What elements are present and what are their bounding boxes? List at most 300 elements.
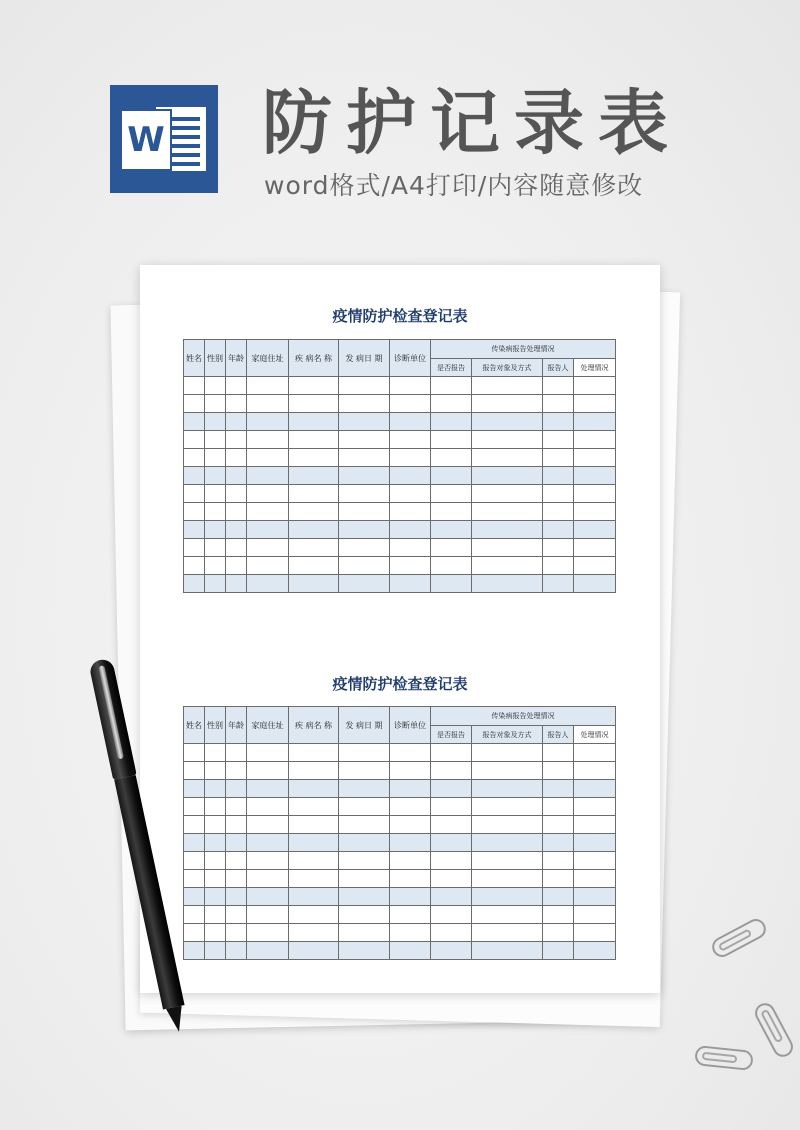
- table-cell[interactable]: [339, 780, 390, 798]
- table-cell[interactable]: [247, 557, 289, 575]
- table-cell[interactable]: [431, 503, 472, 521]
- table-body: [184, 377, 616, 593]
- table-cell[interactable]: [184, 449, 205, 467]
- table-cell[interactable]: [205, 485, 226, 503]
- table-cell[interactable]: [543, 377, 574, 395]
- table-cell[interactable]: [226, 521, 247, 539]
- table-cell[interactable]: [226, 431, 247, 449]
- table-cell[interactable]: [390, 744, 431, 762]
- table-cell[interactable]: [247, 888, 289, 906]
- table-cell[interactable]: [543, 762, 574, 780]
- table-cell[interactable]: [543, 798, 574, 816]
- table-cell[interactable]: [247, 449, 289, 467]
- table-cell[interactable]: [574, 906, 616, 924]
- table-cell[interactable]: [574, 377, 616, 395]
- table-cell[interactable]: [574, 521, 616, 539]
- table-cell[interactable]: [247, 942, 289, 960]
- table-cell[interactable]: [472, 485, 543, 503]
- table-cell[interactable]: [205, 780, 226, 798]
- table-cell[interactable]: [543, 557, 574, 575]
- table-cell[interactable]: [205, 467, 226, 485]
- table-cell[interactable]: [184, 798, 205, 816]
- table-cell[interactable]: [226, 539, 247, 557]
- table-cell[interactable]: [226, 467, 247, 485]
- table-cell[interactable]: [339, 924, 390, 942]
- table-cell[interactable]: [543, 431, 574, 449]
- table-cell[interactable]: [289, 762, 339, 780]
- registration-table: [183, 706, 616, 960]
- table-row: [184, 467, 616, 485]
- table-cell[interactable]: [390, 798, 431, 816]
- table-cell[interactable]: [472, 557, 543, 575]
- table-row: [184, 431, 616, 449]
- table-cell[interactable]: [390, 780, 431, 798]
- table-cell[interactable]: [205, 888, 226, 906]
- table-cell[interactable]: [289, 395, 339, 413]
- table-cell[interactable]: [289, 431, 339, 449]
- table-cell[interactable]: [472, 816, 543, 834]
- table-cell[interactable]: [431, 906, 472, 924]
- table-cell[interactable]: [472, 449, 543, 467]
- table-cell[interactable]: [472, 798, 543, 816]
- table-cell[interactable]: [543, 906, 574, 924]
- column-header: 姓名: [184, 340, 205, 377]
- table-row: [184, 870, 616, 888]
- table-cell[interactable]: [226, 798, 247, 816]
- table-cell[interactable]: [574, 798, 616, 816]
- table-cell[interactable]: [289, 539, 339, 557]
- table-cell[interactable]: [574, 744, 616, 762]
- word-logo-icon: [110, 85, 218, 193]
- table-cell[interactable]: [472, 413, 543, 431]
- table-cell[interactable]: [205, 431, 226, 449]
- table-cell[interactable]: [289, 780, 339, 798]
- table-cell[interactable]: [390, 924, 431, 942]
- table-cell[interactable]: [472, 942, 543, 960]
- table-cell[interactable]: [247, 467, 289, 485]
- column-header: 发 病日 期: [339, 340, 390, 377]
- column-header: 年龄: [226, 340, 247, 377]
- table-cell[interactable]: [431, 942, 472, 960]
- table-cell[interactable]: [543, 852, 574, 870]
- pen-tip: [166, 1006, 187, 1034]
- table-cell[interactable]: [574, 575, 616, 593]
- table-row: [184, 852, 616, 870]
- table-cell[interactable]: [390, 485, 431, 503]
- table-cell[interactable]: [431, 762, 472, 780]
- table-cell[interactable]: [289, 467, 339, 485]
- table-cell[interactable]: [205, 377, 226, 395]
- table-cell[interactable]: [431, 431, 472, 449]
- column-header: 姓名: [184, 707, 205, 744]
- table-cell[interactable]: [205, 816, 226, 834]
- table-cell[interactable]: [472, 888, 543, 906]
- table-cell[interactable]: [184, 557, 205, 575]
- table-cell[interactable]: [472, 780, 543, 798]
- table-cell[interactable]: [226, 744, 247, 762]
- table-cell[interactable]: [390, 816, 431, 834]
- table-cell[interactable]: [205, 413, 226, 431]
- table-cell[interactable]: [543, 539, 574, 557]
- table-cell[interactable]: [431, 852, 472, 870]
- table-cell[interactable]: [574, 780, 616, 798]
- table-cell[interactable]: [390, 834, 431, 852]
- table-cell[interactable]: [543, 467, 574, 485]
- table-cell[interactable]: [184, 431, 205, 449]
- table-cell[interactable]: [431, 521, 472, 539]
- table-cell[interactable]: [184, 834, 205, 852]
- sub-column-header: 报告对象及方式: [472, 726, 543, 744]
- table-cell[interactable]: [472, 762, 543, 780]
- table-cell[interactable]: [339, 539, 390, 557]
- column-header: 诊断单位: [390, 340, 431, 377]
- table-cell[interactable]: [184, 521, 205, 539]
- table-cell[interactable]: [339, 557, 390, 575]
- paper-clip-icon: [694, 1045, 754, 1071]
- table-cell[interactable]: [574, 449, 616, 467]
- table-cell[interactable]: [247, 906, 289, 924]
- table-cell[interactable]: [226, 413, 247, 431]
- table-cell[interactable]: [472, 906, 543, 924]
- table-cell[interactable]: [472, 395, 543, 413]
- table-cell[interactable]: [472, 575, 543, 593]
- table-cell[interactable]: [574, 431, 616, 449]
- table-cell[interactable]: [339, 888, 390, 906]
- table-cell[interactable]: [289, 870, 339, 888]
- table-row: [184, 816, 616, 834]
- table-cell[interactable]: [184, 816, 205, 834]
- table-cell[interactable]: [247, 575, 289, 593]
- table-cell[interactable]: [574, 485, 616, 503]
- table-cell[interactable]: [184, 485, 205, 503]
- table-cell[interactable]: [184, 780, 205, 798]
- table-cell[interactable]: [184, 906, 205, 924]
- table-cell[interactable]: [339, 395, 390, 413]
- table-cell[interactable]: [247, 485, 289, 503]
- table-cell[interactable]: [184, 942, 205, 960]
- table-cell[interactable]: [226, 816, 247, 834]
- table-cell[interactable]: [184, 467, 205, 485]
- table-cell[interactable]: [184, 924, 205, 942]
- table-cell[interactable]: [226, 395, 247, 413]
- table-cell[interactable]: [472, 377, 543, 395]
- table-cell[interactable]: [390, 431, 431, 449]
- table-cell[interactable]: [247, 521, 289, 539]
- table-cell[interactable]: [574, 834, 616, 852]
- table-cell[interactable]: [574, 539, 616, 557]
- table-cell[interactable]: [472, 431, 543, 449]
- table-cell[interactable]: [472, 852, 543, 870]
- table-cell[interactable]: [205, 906, 226, 924]
- table-cell[interactable]: [247, 762, 289, 780]
- table-cell[interactable]: [205, 834, 226, 852]
- table-cell[interactable]: [472, 467, 543, 485]
- table-cell[interactable]: [184, 539, 205, 557]
- column-header: 家庭住址: [247, 340, 289, 377]
- table-cell[interactable]: [339, 503, 390, 521]
- table-cell[interactable]: [289, 449, 339, 467]
- table-cell[interactable]: [543, 744, 574, 762]
- table-cell[interactable]: [574, 816, 616, 834]
- table-cell[interactable]: [472, 834, 543, 852]
- table-cell[interactable]: [472, 870, 543, 888]
- table-cell[interactable]: [574, 870, 616, 888]
- table-cell[interactable]: [543, 942, 574, 960]
- table-cell[interactable]: [390, 449, 431, 467]
- table-cell[interactable]: [247, 377, 289, 395]
- table-cell[interactable]: [339, 906, 390, 924]
- table-cell[interactable]: [574, 924, 616, 942]
- table-cell[interactable]: [431, 485, 472, 503]
- table-cell[interactable]: [390, 557, 431, 575]
- table-cell[interactable]: [247, 816, 289, 834]
- table-cell[interactable]: [390, 377, 431, 395]
- table-cell[interactable]: [543, 503, 574, 521]
- table-cell[interactable]: [205, 870, 226, 888]
- table-cell[interactable]: [226, 377, 247, 395]
- table-cell[interactable]: [339, 467, 390, 485]
- table-cell[interactable]: [431, 539, 472, 557]
- table-cell[interactable]: [247, 744, 289, 762]
- table-cell[interactable]: [205, 852, 226, 870]
- table-cell[interactable]: [339, 942, 390, 960]
- registration-table: [183, 339, 616, 593]
- table-cell[interactable]: [390, 852, 431, 870]
- table-cell[interactable]: [431, 557, 472, 575]
- table-cell[interactable]: [472, 521, 543, 539]
- table-cell[interactable]: [390, 395, 431, 413]
- table-cell[interactable]: [390, 521, 431, 539]
- table-cell[interactable]: [390, 413, 431, 431]
- table-cell[interactable]: [390, 888, 431, 906]
- table-cell[interactable]: [226, 575, 247, 593]
- table-cell[interactable]: [247, 852, 289, 870]
- table-row: [184, 377, 616, 395]
- table-cell[interactable]: [289, 503, 339, 521]
- table-cell[interactable]: [205, 942, 226, 960]
- table-cell[interactable]: [226, 449, 247, 467]
- table-cell[interactable]: [226, 888, 247, 906]
- table-cell[interactable]: [205, 744, 226, 762]
- table-cell[interactable]: [226, 852, 247, 870]
- table-cell[interactable]: [543, 395, 574, 413]
- table-cell[interactable]: [184, 870, 205, 888]
- table-cell[interactable]: [574, 503, 616, 521]
- column-header: 疾 病名 称: [289, 707, 339, 744]
- table-cell[interactable]: [247, 395, 289, 413]
- table-cell[interactable]: [390, 942, 431, 960]
- table-cell[interactable]: [543, 816, 574, 834]
- table-cell[interactable]: [205, 503, 226, 521]
- table-cell[interactable]: [247, 503, 289, 521]
- table-cell[interactable]: [574, 467, 616, 485]
- table-cell[interactable]: [226, 485, 247, 503]
- table-cell[interactable]: [574, 852, 616, 870]
- table-cell[interactable]: [226, 762, 247, 780]
- table-cell[interactable]: [339, 485, 390, 503]
- table-cell[interactable]: [431, 467, 472, 485]
- table-cell[interactable]: [247, 798, 289, 816]
- column-header: 发 病日 期: [339, 707, 390, 744]
- table-cell[interactable]: [289, 744, 339, 762]
- table-row: [184, 888, 616, 906]
- table-cell[interactable]: [543, 575, 574, 593]
- table-cell[interactable]: [543, 888, 574, 906]
- table-row: [184, 762, 616, 780]
- table-cell[interactable]: [184, 762, 205, 780]
- table-cell[interactable]: [390, 503, 431, 521]
- table-cell[interactable]: [184, 503, 205, 521]
- table-cell[interactable]: [205, 575, 226, 593]
- table-cell[interactable]: [289, 798, 339, 816]
- table-cell[interactable]: [289, 834, 339, 852]
- table-cell[interactable]: [289, 852, 339, 870]
- table-cell[interactable]: [205, 762, 226, 780]
- table-cell[interactable]: [390, 467, 431, 485]
- table-cell[interactable]: [226, 503, 247, 521]
- table-cell[interactable]: [339, 834, 390, 852]
- table-cell[interactable]: [226, 780, 247, 798]
- table-cell[interactable]: [205, 539, 226, 557]
- table-cell[interactable]: [184, 575, 205, 593]
- table-cell[interactable]: [205, 924, 226, 942]
- table-cell[interactable]: [431, 924, 472, 942]
- table-cell[interactable]: [184, 852, 205, 870]
- table-cell[interactable]: [431, 744, 472, 762]
- table-row: [184, 942, 616, 960]
- table-cell[interactable]: [205, 798, 226, 816]
- table-cell[interactable]: [247, 539, 289, 557]
- table-cell[interactable]: [543, 924, 574, 942]
- table-cell[interactable]: [247, 431, 289, 449]
- table-cell[interactable]: [431, 834, 472, 852]
- table-cell[interactable]: [339, 449, 390, 467]
- table-cell[interactable]: [339, 852, 390, 870]
- table-cell[interactable]: [543, 870, 574, 888]
- table-cell[interactable]: [390, 906, 431, 924]
- table-cell[interactable]: [226, 834, 247, 852]
- paper-clip-icon: [709, 916, 770, 961]
- table-cell[interactable]: [339, 413, 390, 431]
- table-cell[interactable]: [247, 870, 289, 888]
- table-cell[interactable]: [289, 942, 339, 960]
- table-cell[interactable]: [472, 503, 543, 521]
- table-cell[interactable]: [226, 870, 247, 888]
- table-row: [184, 521, 616, 539]
- sub-column-header: 报告对象及方式: [472, 359, 543, 377]
- table-cell[interactable]: [226, 906, 247, 924]
- table-cell[interactable]: [226, 924, 247, 942]
- table-cell[interactable]: [339, 744, 390, 762]
- table-cell[interactable]: [339, 377, 390, 395]
- table-cell[interactable]: [431, 575, 472, 593]
- table-cell[interactable]: [205, 449, 226, 467]
- sub-column-header: 报告人: [543, 726, 574, 744]
- table-cell[interactable]: [339, 521, 390, 539]
- column-header: 疾 病名 称: [289, 340, 339, 377]
- table-cell[interactable]: [574, 762, 616, 780]
- table-cell[interactable]: [543, 521, 574, 539]
- table-cell[interactable]: [289, 816, 339, 834]
- table-cell[interactable]: [289, 521, 339, 539]
- table-cell[interactable]: [472, 744, 543, 762]
- table-cell[interactable]: [205, 557, 226, 575]
- table-cell[interactable]: [289, 377, 339, 395]
- table-cell[interactable]: [431, 395, 472, 413]
- table-cell[interactable]: [184, 395, 205, 413]
- table-cell[interactable]: [184, 413, 205, 431]
- column-header: 性别: [205, 707, 226, 744]
- table-cell[interactable]: [339, 762, 390, 780]
- table-cell[interactable]: [472, 539, 543, 557]
- table-cell[interactable]: [289, 557, 339, 575]
- table-cell[interactable]: [431, 377, 472, 395]
- table-cell[interactable]: [390, 762, 431, 780]
- table-cell[interactable]: [226, 557, 247, 575]
- table-cell[interactable]: [339, 870, 390, 888]
- table-cell[interactable]: [574, 413, 616, 431]
- table-cell[interactable]: [574, 942, 616, 960]
- table-cell[interactable]: [431, 870, 472, 888]
- table-cell[interactable]: [431, 888, 472, 906]
- table-cell[interactable]: [339, 575, 390, 593]
- table-cell[interactable]: [472, 924, 543, 942]
- form-title: 疫情防护检查登记表: [332, 307, 468, 325]
- table-cell[interactable]: [431, 798, 472, 816]
- table-cell[interactable]: [289, 413, 339, 431]
- table-row: [184, 395, 616, 413]
- table-cell[interactable]: [431, 449, 472, 467]
- table-cell[interactable]: [543, 485, 574, 503]
- table-cell[interactable]: [289, 888, 339, 906]
- table-cell[interactable]: [543, 834, 574, 852]
- table-cell[interactable]: [289, 906, 339, 924]
- table-cell[interactable]: [289, 575, 339, 593]
- table-cell[interactable]: [184, 744, 205, 762]
- table-cell[interactable]: [390, 870, 431, 888]
- table-cell[interactable]: [184, 888, 205, 906]
- table-cell[interactable]: [184, 377, 205, 395]
- table-cell[interactable]: [205, 395, 226, 413]
- table-cell[interactable]: [574, 557, 616, 575]
- table-cell[interactable]: [247, 924, 289, 942]
- table-cell[interactable]: [205, 521, 226, 539]
- table-cell[interactable]: [390, 539, 431, 557]
- table-cell[interactable]: [574, 395, 616, 413]
- table-cell[interactable]: [431, 816, 472, 834]
- table-cell[interactable]: [247, 834, 289, 852]
- table-cell[interactable]: [247, 413, 289, 431]
- table-cell[interactable]: [226, 942, 247, 960]
- table-cell[interactable]: [431, 413, 472, 431]
- table-row: [184, 503, 616, 521]
- table-cell[interactable]: [543, 449, 574, 467]
- table-cell[interactable]: [289, 924, 339, 942]
- table-cell[interactable]: [289, 485, 339, 503]
- table-cell[interactable]: [543, 413, 574, 431]
- column-header: 家庭住址: [247, 707, 289, 744]
- table-cell[interactable]: [390, 575, 431, 593]
- table-cell[interactable]: [339, 798, 390, 816]
- table-cell[interactable]: [339, 431, 390, 449]
- table-cell[interactable]: [431, 780, 472, 798]
- table-row: [184, 780, 616, 798]
- form-title: 疫情防护检查登记表: [332, 675, 468, 693]
- table-cell[interactable]: [247, 780, 289, 798]
- table-cell[interactable]: [339, 816, 390, 834]
- table-cell[interactable]: [543, 780, 574, 798]
- table-cell[interactable]: [574, 888, 616, 906]
